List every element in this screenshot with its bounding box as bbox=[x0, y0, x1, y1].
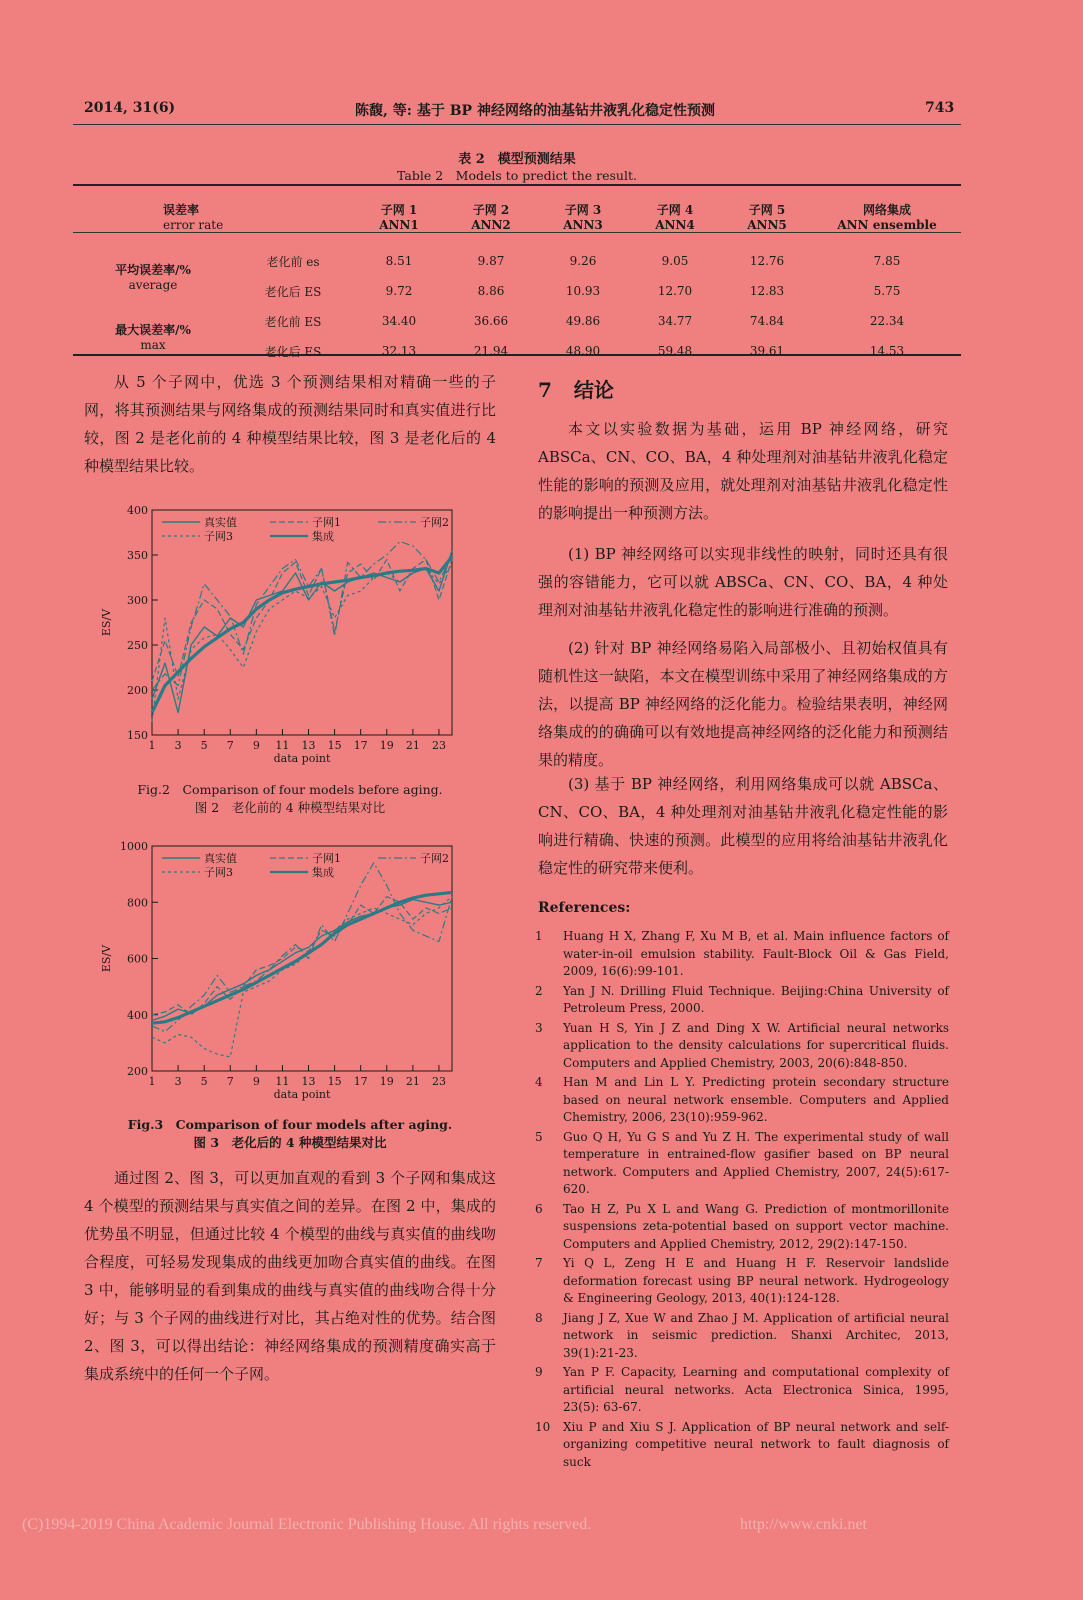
figure-3-caption-cn: 图 3 老化后的 4 种模型结果对比 bbox=[193, 1135, 387, 1150]
x-tick-label: 5 bbox=[200, 1075, 208, 1088]
fig2-series-2 bbox=[152, 542, 452, 691]
table-cell: 8.86 bbox=[477, 284, 505, 298]
table-cell: 9.26 bbox=[569, 254, 597, 268]
legend-label: 子网2 bbox=[420, 516, 449, 529]
table-cell: 10.93 bbox=[565, 284, 601, 298]
x-tick-label: 3 bbox=[174, 1075, 182, 1088]
figure-2-chart bbox=[84, 500, 496, 775]
y-tick-label: 200 bbox=[127, 684, 148, 697]
section-heading bbox=[538, 374, 614, 403]
x-axis-label: data point bbox=[273, 752, 331, 765]
legend-label: 子网1 bbox=[312, 852, 341, 865]
legend-label: 集成 bbox=[312, 530, 334, 543]
reference-item bbox=[535, 1419, 949, 1472]
table-header-ann3: 子网 3 ANN3 bbox=[563, 202, 603, 232]
table-cell: 34.77 bbox=[657, 314, 693, 328]
y-axis-label: ES/V bbox=[100, 944, 113, 973]
table-row bbox=[73, 246, 961, 276]
section-number: 7 bbox=[538, 378, 552, 402]
conclusion-paragraph-1: 本文以实验数据为基础，运用 BP 神经网络，研究 ABSCa、CN、CO、BA，4 种处理剂对油基钻井液乳化稳定性能的影响的预测及应用，就处理剂对油基钻井液乳化稳定性的影响提出一种预测方法。 bbox=[538, 420, 948, 522]
x-tick-label: 9 bbox=[252, 739, 260, 752]
table-cell: 9.87 bbox=[477, 254, 505, 268]
reference-text: Jiang J Z, Xue W and Zhao J M. Application of artificial neural network in seismic prediction. Shanxi Architec, 2013, 39(1):21-23. bbox=[563, 1310, 949, 1360]
x-tick-label: 3 bbox=[174, 739, 182, 752]
figure-3-caption-en: Fig.3 Comparison of four models after aging. bbox=[127, 1117, 453, 1132]
x-tick-label: 11 bbox=[275, 739, 290, 752]
table-title-en: Table 2 Models to predict the result. bbox=[397, 168, 637, 183]
table-cell: 5.75 bbox=[873, 284, 901, 298]
legend-label: 子网1 bbox=[312, 516, 341, 529]
table-row-label: 老化后 ES bbox=[264, 284, 322, 299]
legend-label: 集成 bbox=[312, 866, 334, 879]
x-tick-label: 15 bbox=[327, 1075, 342, 1088]
y-tick-label: 400 bbox=[127, 1008, 148, 1022]
x-tick-label: 23 bbox=[431, 739, 446, 752]
table-cell: 49.86 bbox=[565, 314, 601, 328]
reference-item bbox=[535, 1364, 949, 1417]
header-rule bbox=[73, 124, 961, 125]
reference-text: Huang H X, Zhang F, Xu M B, et al. Main influence factors of water-in-oil emulsion stability. Fault-Block Oil & Gas Field, 2009, 16(6):99-101. bbox=[563, 929, 949, 978]
table-cell: 36.66 bbox=[473, 314, 509, 328]
reference-text: Guo Q H, Yu G S and Yu Z H. The experimental study of wall temperature in entrained-flow gasifier based on BP neural network. Computers and Applied Chemistry, 2007, 24(5):617- 620. bbox=[563, 1129, 949, 1196]
legend-label: 真实值 bbox=[204, 516, 237, 529]
table-cell: 12.76 bbox=[749, 254, 785, 268]
table-cell: 32.13 bbox=[381, 344, 417, 358]
y-tick-label: 350 bbox=[127, 549, 148, 562]
reference-item bbox=[535, 1020, 949, 1073]
fig2-series-4 bbox=[152, 557, 452, 713]
x-tick-label: 13 bbox=[301, 1075, 316, 1088]
x-axis-label: data point bbox=[273, 1088, 331, 1101]
legend-label: 子网2 bbox=[420, 852, 449, 865]
table-row-label: 老化前 ES bbox=[264, 314, 322, 329]
fig3-series-0 bbox=[152, 899, 452, 1020]
x-tick-label: 17 bbox=[353, 739, 368, 752]
y-tick-label: 1000 bbox=[120, 840, 148, 853]
y-tick-label: 300 bbox=[127, 594, 148, 607]
table-cell: 12.70 bbox=[657, 284, 693, 298]
reference-text: Yi Q L, Zeng H E and Huang H F. Reservoir landslide deformation forecast using BP neural network. Hydrogeology & Engineering Geology, 2013, 40(1):124-128. bbox=[563, 1256, 949, 1305]
figure-2-caption-cn: 图 2 老化前的 4 种模型结果对比 bbox=[194, 800, 386, 815]
reference-text: Tao H Z, Pu X L and Wang G. Prediction of montmorillonite suspensions zeta-potential based on support vector machine. Computers and Applied Chemistry, 2012, 29(2):147-150. bbox=[563, 1201, 949, 1251]
fig3-series-3 bbox=[152, 897, 452, 1057]
table-header-ann2: 子网 2 ANN2 bbox=[471, 202, 511, 232]
y-tick-label: 200 bbox=[127, 1065, 148, 1078]
legend-label: 真实值 bbox=[204, 852, 237, 865]
conclusion-paragraph-2: (1) BP 神经网络可以实现非线性的映射，同时还具有很强的容错能力，它可以就 ABSCa、CN、CO、BA，4 种处理剂对油基钻井液乳化稳定性的影响进行准确的预测。 bbox=[538, 545, 948, 619]
reference-number: 7 bbox=[535, 1256, 543, 1270]
references-list bbox=[535, 928, 949, 1473]
y-tick-label: 150 bbox=[127, 729, 148, 742]
reference-item bbox=[535, 928, 949, 981]
table-header-label: 误差率 error rate bbox=[163, 202, 224, 232]
table-title-cn: 表 2 模型预测结果 bbox=[458, 152, 576, 167]
table-header-ensemble: 网络集成 ANN ensemble bbox=[837, 202, 937, 232]
reference-item bbox=[535, 1129, 949, 1199]
table-cell: 12.83 bbox=[749, 284, 785, 298]
left-paragraph-2: 通过图 2、图 3，可以更加直观的看到 3 个子网和集成这 4 个模型的预测结果与真实值之间的差异。在图 2 中，集成的优势虽不明显，但通过比较 4 个模型的曲线与真实值的曲线吻合程度，可轻易发现集成的曲线更加吻合真实值的曲线。在图 3 中，能够明显的看到集成的曲线与真实值的曲线吻合得十分好；与 3 个子网的曲线进行对比，其占绝对性的优势。结合图 2、图 3，可以得出结论：神经网络集成的预测精度确实高于集成系统中的任何一个子网。 bbox=[84, 1169, 496, 1383]
table-cell: 21.94 bbox=[473, 344, 509, 358]
reference-text: Yan J N. Drilling Fluid Technique. Beijing:China University of Petroleum Press, 2000. bbox=[563, 983, 949, 1015]
table-cell: 7.85 bbox=[873, 254, 901, 268]
section-title: 结论 bbox=[573, 378, 614, 402]
table-header-ann1: 子网 1 ANN1 bbox=[379, 202, 419, 232]
table-cell: 8.51 bbox=[385, 254, 413, 268]
legend-label: 子网3 bbox=[204, 530, 233, 543]
table-row-label: 老化后 ES bbox=[264, 344, 322, 359]
reference-number: 5 bbox=[535, 1129, 543, 1144]
reference-text: Yan P F. Capacity, Learning and computational complexity of artificial neural networks. Acta Electronica Sinica, 1995, 23(5): 63-67. bbox=[563, 1365, 949, 1414]
table-cell: 74.84 bbox=[749, 314, 785, 328]
x-tick-label: 7 bbox=[226, 739, 234, 752]
header-page-number: 743 bbox=[925, 100, 955, 116]
table-cell: 9.05 bbox=[661, 254, 689, 268]
table-top-rule bbox=[73, 184, 961, 186]
figure-2-caption-en: Fig.2 Comparison of four models before aging. bbox=[137, 782, 443, 797]
results-table bbox=[73, 194, 961, 366]
y-tick-label: 400 bbox=[127, 504, 148, 517]
x-tick-label: 15 bbox=[327, 739, 342, 752]
x-tick-label: 23 bbox=[431, 1075, 446, 1088]
figure-3-chart bbox=[84, 836, 496, 1111]
x-tick-label: 9 bbox=[252, 1075, 260, 1088]
y-tick-label: 800 bbox=[127, 896, 148, 910]
table-group-average: 平均误差率/% average bbox=[115, 262, 191, 292]
table-cell: 59.48 bbox=[657, 344, 693, 358]
fig3-series-2 bbox=[152, 863, 452, 1032]
table-cell: 14.53 bbox=[869, 344, 905, 358]
conclusion-paragraph-3: (2) 针对 BP 神经网络易陷入局部极小、且初始权值具有随机性这一缺陷，本文在模型训练中采用了神经网络集成的方法，以提高 BP 神经网络的泛化能力。检验结果表明，神经网络集成的的确确可以有效地提高神经网络的泛化能力和预测结果的精度。 bbox=[538, 639, 948, 769]
reference-number: 10 bbox=[535, 1419, 551, 1434]
reference-item bbox=[535, 1074, 949, 1127]
reference-number: 4 bbox=[535, 1075, 543, 1089]
x-tick-label: 21 bbox=[405, 1075, 420, 1088]
x-tick-label: 13 bbox=[301, 739, 316, 752]
legend-label: 子网3 bbox=[204, 866, 233, 879]
table-cell: 9.72 bbox=[385, 284, 413, 298]
reference-text: Yuan H S, Yin J Z and Ding X W. Artificial neural networks application to the density calculations for supercritical fluids. Computers and Applied Chemistry, 2003, 20(6):848-850. bbox=[563, 1020, 949, 1070]
reference-number: 2 bbox=[535, 983, 543, 998]
reference-number: 3 bbox=[535, 1020, 543, 1035]
fig2-series-0 bbox=[152, 551, 452, 713]
reference-number: 6 bbox=[535, 1201, 543, 1216]
table-cell: 34.40 bbox=[381, 314, 417, 328]
x-tick-label: 1 bbox=[148, 739, 156, 752]
header-journal-issue: 2014, 31(6) bbox=[84, 100, 176, 116]
copyright-notice: (C)1994-2019 China Academic Journal Electronic Publishing House. All rights reserved. bbox=[22, 1516, 592, 1533]
references-title: References: bbox=[538, 900, 631, 916]
table-header-ann4: 子网 4 ANN4 bbox=[655, 202, 695, 232]
x-tick-label: 19 bbox=[379, 1075, 394, 1088]
x-tick-label: 1 bbox=[148, 1075, 156, 1088]
table-header-row bbox=[73, 194, 961, 238]
y-axis-label: ES/V bbox=[100, 608, 113, 637]
table-cell: 48.90 bbox=[565, 344, 601, 358]
reference-text: Han M and Lin L Y. Predicting protein secondary structure based on neural network ensemble. Computers and Applied Chemistry, 2006, 23(10):959-962. bbox=[563, 1075, 949, 1124]
header-article-title: 陈馥, 等: 基于 BP 神经网络的油基钻井液乳化稳定性预测 bbox=[355, 103, 715, 119]
x-tick-label: 17 bbox=[353, 1075, 368, 1088]
table-cell: 22.34 bbox=[869, 314, 905, 328]
reference-item bbox=[535, 983, 949, 1018]
y-tick-label: 250 bbox=[127, 639, 148, 652]
reference-number: 1 bbox=[535, 929, 543, 943]
table-group-max: 最大误差率/% max bbox=[115, 322, 191, 352]
x-tick-label: 21 bbox=[405, 739, 420, 752]
reference-text: Xiu P and Xiu S J. Application of BP neural network and self-organizing competitive neural network to fault diagnosis of suck bbox=[563, 1419, 949, 1469]
reference-item bbox=[535, 1201, 949, 1254]
x-tick-label: 7 bbox=[226, 1075, 234, 1088]
left-paragraph-1: 从 5 个子网中，优选 3 个预测结果相对精确一些的子网，将其预测结果与网络集成的预测结果同时和真实值进行比较，图 2 是老化前的 4 种模型结果比较，图 3 是老化后的 4 种模型结果比较。 bbox=[84, 373, 496, 475]
table-row bbox=[73, 306, 961, 336]
reference-number: 8 bbox=[535, 1310, 543, 1325]
reference-item bbox=[535, 1255, 949, 1308]
table-row-label: 老化前 es bbox=[266, 254, 320, 269]
table-header-ann5: 子网 5 ANN5 bbox=[747, 202, 787, 232]
conclusion-paragraph-4: (3) 基于 BP 神经网络，利用网络集成可以就 ABSCa、CN、CO、BA，4 种处理剂对油基钻井液乳化稳定性能的影响进行精确、快速的预测。此模型的应用将给油基钻井液乳化稳定性的研究带来便利。 bbox=[538, 775, 948, 877]
x-tick-label: 19 bbox=[379, 739, 394, 752]
reference-number: 9 bbox=[535, 1365, 543, 1379]
y-tick-label: 600 bbox=[127, 952, 148, 966]
footer-url: http://www.cnki.net bbox=[740, 1516, 867, 1533]
table-cell: 39.61 bbox=[749, 344, 785, 358]
reference-item bbox=[535, 1310, 949, 1363]
x-tick-label: 5 bbox=[200, 739, 208, 752]
x-tick-label: 11 bbox=[275, 1075, 290, 1088]
